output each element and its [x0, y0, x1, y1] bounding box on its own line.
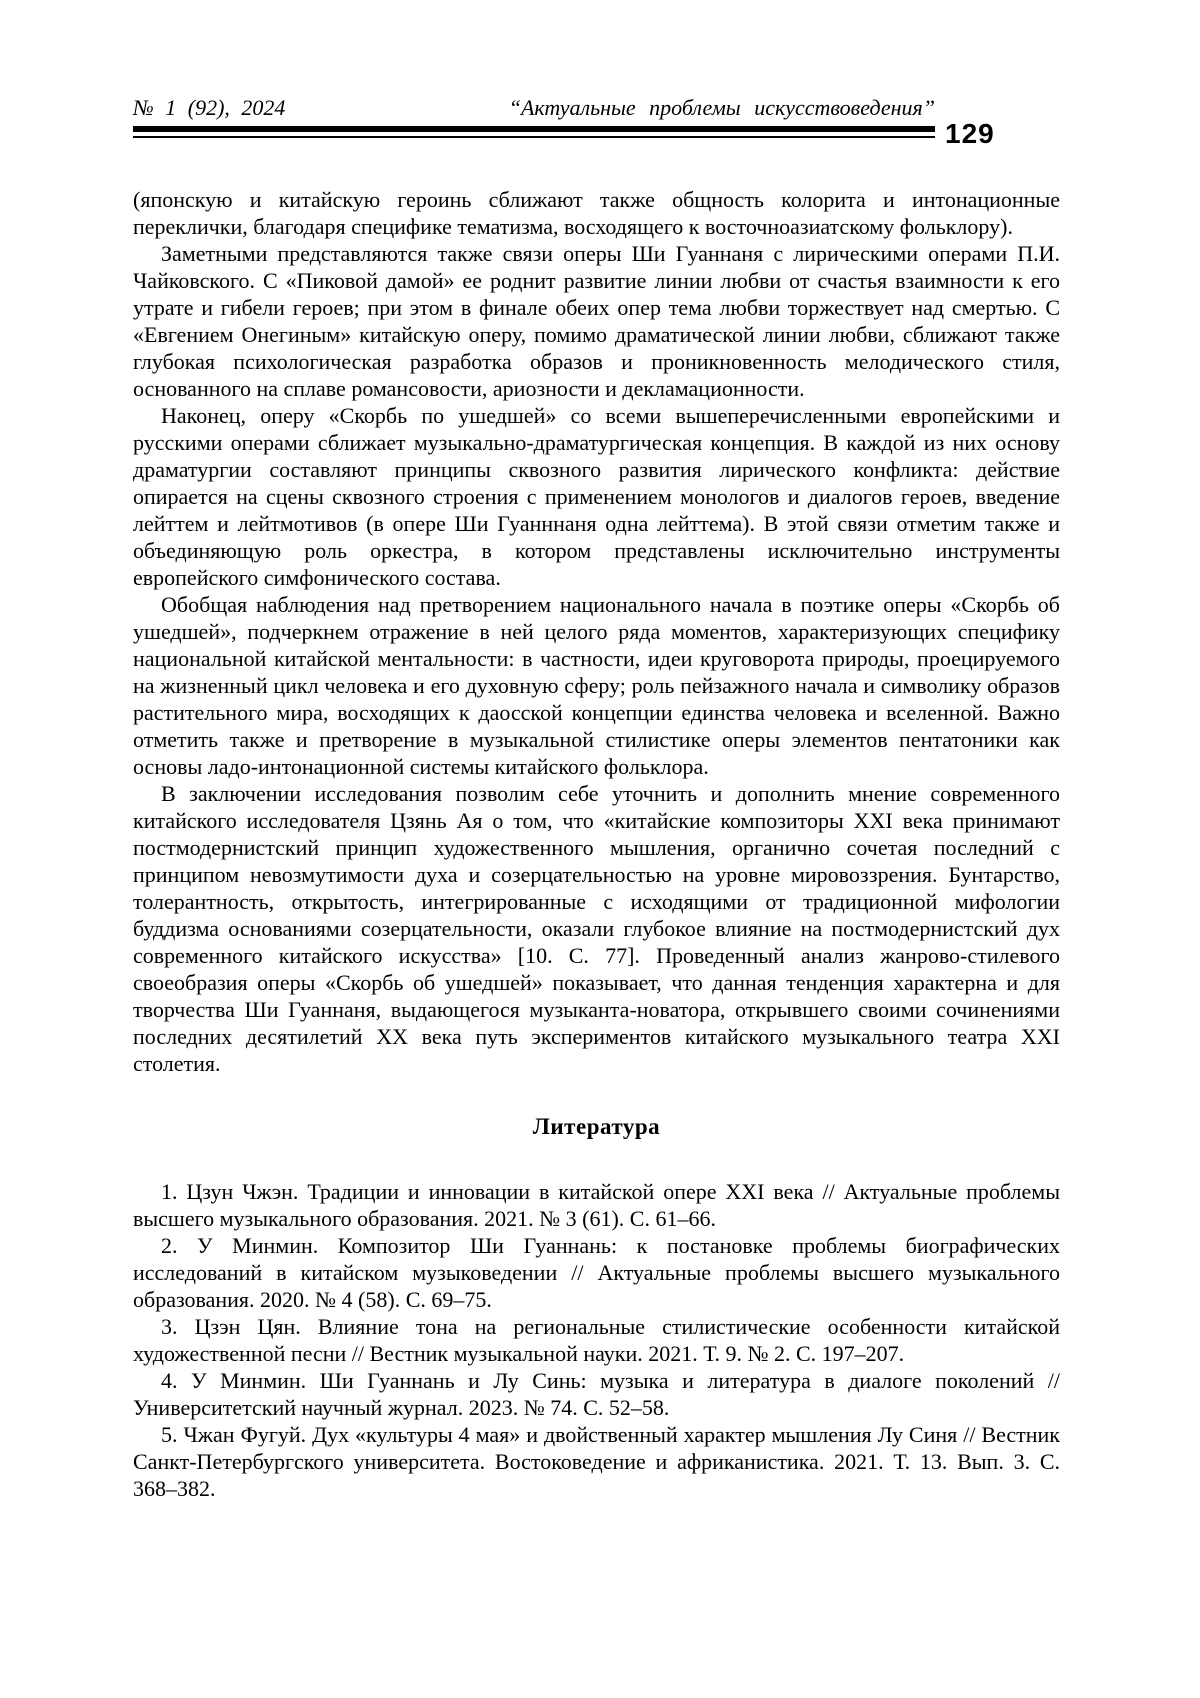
- paragraph: Заметными представляются также связи оперы Ши Гуаннаня с лирическими операми П.И. Чайковского. С «Пиковой дамой» ее роднит развитие линии любви от счастья взаимности к его утрате и гибели героев; при этом в финале обеих опер тема любви торжествует над смертью. С «Евгением Онегиным» китайскую оперу, помимо драматической линии любви, сближают также глубокая психологическая разработка образов и проникновенность мелодического стиля, основанного на сплаве романсовости, ариозности и декламационности.: [133, 241, 1060, 401]
- paragraph: В заключении исследования позволим себе уточнить и дополнить мнение современного китайского исследователя Цзянь Ая о том, что «китайские композиторы XXI века принимают постмодернистский принцип художественного мышления, органично сочетая последний с принципом невозмутимости духа и созерцательностью на уровне мировоззрения. Бунтарство, толерантность, открытость, интегрированные с исходящими от традиционной мифологии буддизма основаниями созерцательности, оказали глубокое влияние на постмодернистский дух современного китайского искусства» [10. С. 77]. Проведенный анализ жанрово-стилевого своеобразия оперы «Скорбь об ушедшей» показывает, что данная тенденция характерна и для творчества Ши Гуаннаня, выдающегося музыканта-новатора, открывшего своими сочинениями последних десятилетий XX века путь экспериментов китайского музыкального театра XXI столетия.: [133, 781, 1060, 1076]
- rule-thin: [133, 136, 935, 138]
- reference-item: 4. У Минмин. Ши Гуаннань и Лу Синь: музыка и литература в диалоге поколений // Университетский научный журнал. 2023. № 74. С. 52–58.: [133, 1368, 1060, 1420]
- header-rule-row: [133, 118, 1060, 149]
- reference-item: 3. Цзэн Цян. Влияние тона на региональные стилистические особенности китайской художественной песни // Вестник музыкальной науки. 2021. Т. 9. № 2. С. 197–207.: [133, 1314, 1060, 1366]
- references-section: [133, 1113, 1060, 1502]
- paragraph: (японскую и китайскую героинь сближают также общность колорита и интонационные переклички, благодаря специфике тематизма, восходящего к восточноазиатскому фольклору).: [133, 187, 1060, 239]
- reference-item: 1. Цзун Чжэн. Традиции и инновации в китайской опере XXI века // Актуальные проблемы высшего музыкального образования. 2021. № 3 (61). С. 61–66.: [133, 1179, 1060, 1231]
- header-double-rule: [133, 126, 935, 138]
- reference-item: 2. У Минмин. Композитор Ши Гуаннань: к постановке проблемы биографических исследований в китайском музыковедении // Актуальные проблемы высшего музыкального образования. 2020. № 4 (58). С. 69–75.: [133, 1233, 1060, 1312]
- paragraph: Наконец, оперу «Скорбь по ушедшей» со всеми вышеперечисленными европейскими и русскими операми сближает музыкально-драматургическая концепция. В каждой из них основу драматургии составляют принципы сквозного развития лирического конфликта: действие опирается на сцены сквозного строения с применением монологов и диалогов героев, введение лейттем и лейтмотивов (в опере Ши Гуанннаня одна лейттема). В этой связи отметим также и объединяющую роль оркестра, в котором представлены исключительно инструменты европейского симфонического состава.: [133, 403, 1060, 590]
- article-body: [133, 186, 1060, 1077]
- rule-thick: [133, 126, 935, 132]
- journal-title: “Актуальные проблемы искусствоведения”: [508, 95, 935, 120]
- page-header: [133, 95, 1060, 148]
- running-head: [133, 95, 935, 121]
- reference-item: 5. Чжан Фугуй. Дух «культуры 4 мая» и двойственный характер мышления Лу Синя // Вестник Санкт-Петербургского университета. Востоковедение и африканистика. 2021. Т. 13. Вып. 3. С. 368–382.: [133, 1422, 1060, 1501]
- references-heading: Литература: [532, 1114, 661, 1139]
- paragraph: Обобщая наблюдения над претворением национального начала в поэтике оперы «Скорбь об ушедшей», подчеркнем отражение в ней целого ряда моментов, характеризующих специфику национальной китайской ментальности: в частности, идеи круговорота природы, проецируемого на жизненный цикл человека и его духовную сферу; роль пейзажного начала и символику образов растительного мира, восходящих к даосской концепции единства человека и вселенной. Важно отметить также и претворение в музыкальной стилистике оперы элементов пентатоники как основы ладо-интонационной системы китайского фольклора.: [133, 592, 1060, 779]
- page-number: 129: [945, 118, 995, 149]
- issue-info: № 1 (92), 2024: [133, 95, 286, 120]
